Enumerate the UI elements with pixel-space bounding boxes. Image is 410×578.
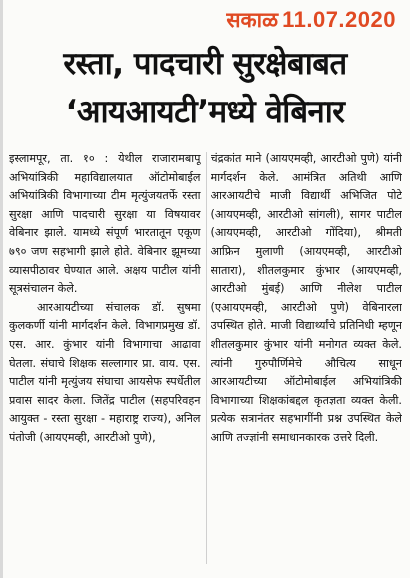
paragraph: आरआयटीच्या संचालक डॉ. सुषमा कुलकर्णी यांनी मार्गदर्शन केले. विभागप्रमुख डॉ. एस. आर. कुंभार यांनी विभागाचा आढावा घेतला. संघाचे शिक्षक सल्लागार प्रा. वाय. एस. पाटील यांनी मृत्युंजय संघाचा आयसेफ स्पर्धेतील प्रवास सादर केला. जितेंद्र पाटील (सहपरिवहन आयुक्त - रस्ता सुरक्षा - महाराष्ट्र राज्य), अनिल पंतोजी (आयएमव्ही, आरटीओ पुणे), xyxy=(9,300,201,444)
headline xyxy=(0,40,410,136)
masthead xyxy=(226,8,396,32)
article-column-1 xyxy=(9,150,201,568)
newspaper-name: सकाळ xyxy=(226,9,279,32)
publication-date: 11.07.2020 xyxy=(282,7,396,32)
paragraph: चंद्रकांत माने (आयएमव्ही, आरटीओ पुणे) यांनी मार्गदर्शन केले. आमंत्रित अतिथी आणि आरआयटीचे माजी विद्यार्थी अभिजित पोटे (आयएमव्ही, आरटीओ सांगली), सागर पाटील (आयएमव्ही, आरटीओ गोंदिया), श्रीमती आफ्रिन मुलाणी (आयएमव्ही, आरटीओ सातारा), शीतलकुमार कुंभार (आयएमव्ही, आरटीओ मुंबई) आणि नीलेश पाटील (एआयएमव्ही, आरटीओ पुणे) वेबिनारला उपस्थित होते. माजी विद्यार्थ्यांचे प्रतिनिधी म्हणून शीतलकुमार कुंभार यांनी मनोगत व्यक्त केले. त्यांनी गुरुपौर्णिमेचे औचित्य साधून आरआयटीच्या ऑटोमोबाईल अभियांत्रिकी विभागाच्या शिक्षकांबद्दल कृतज्ञता व्यक्त केली. प्रत्येक सत्रानंतर सहभागींनी प्रश्न उपस्थित केले आणि तज्ज्ञांनी समाधानकारक उत्तरे दिली. xyxy=(210,152,402,444)
headline-line-2: ‘आयआयटी’मध्ये वेबिनार xyxy=(65,94,345,130)
headline-line-1: रस्ता, पादचारी सुरक्षेबाबत xyxy=(63,46,347,82)
article-body xyxy=(9,150,402,568)
paragraph: इस्लामपूर, ता. १० : येथील राजारामबापू अभियांत्रिकी महाविद्यालयात ऑटोमोबाईल अभियांत्रिकी विभागाच्या टीम मृत्युंजयतर्फे रस्ता सुरक्षा आणि पादचारी सुरक्षा या विषयावर वेबिनार झाले. यामध्ये संपूर्ण भारतातून एकूण ७९० जण सहभागी झाले होते. वेबिनार झूमच्या व्यासपीठावर घेण्यात आले. अक्षय पाटील यांनी सूत्रसंचालन केले. xyxy=(9,152,201,296)
article-column-2 xyxy=(211,150,403,568)
